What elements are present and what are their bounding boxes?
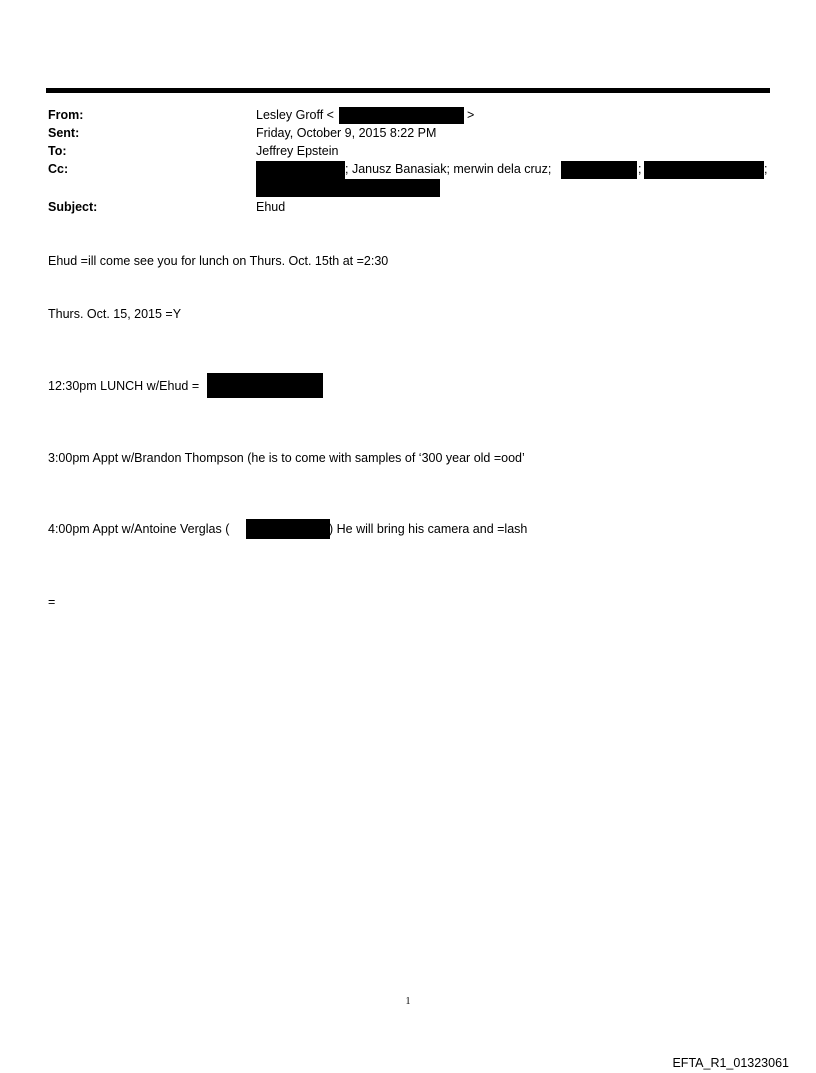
subject-value: Ehud xyxy=(256,200,286,214)
document-id: EFTA_R1_01323061 xyxy=(672,1056,789,1070)
from-close: > xyxy=(467,108,475,122)
to-label: To: xyxy=(48,144,67,158)
body-line-5a: 4:00pm Appt w/Antoine Verglas ( xyxy=(48,522,230,536)
from-value xyxy=(256,108,334,122)
cc-value: ; Janusz Banasiak; merwin dela cruz; xyxy=(345,162,552,176)
redaction-from-email xyxy=(339,107,464,124)
header-rule xyxy=(46,88,770,93)
redaction-lunch xyxy=(207,373,323,398)
cc-sep-2: ; xyxy=(764,162,768,176)
cc-label: Cc: xyxy=(48,162,69,176)
body-line-1: Ehud =ill come see you for lunch on Thurs. Oct. 15th at =2:30 xyxy=(48,254,389,268)
from-name: Lesley Groff < xyxy=(256,108,334,122)
redaction-cc-3 xyxy=(644,161,764,179)
body-line-5b: ) He will bring his camera and =lash xyxy=(329,522,528,536)
sent-label: Sent: xyxy=(48,126,80,140)
page-number: 1 xyxy=(405,996,411,1007)
cc-sep-1: ; xyxy=(638,162,642,176)
redaction-cc-1 xyxy=(256,161,345,179)
sent-value: Friday, October 9, 2015 8:22 PM xyxy=(256,126,437,140)
body-line-3: 12:30pm LUNCH w/Ehud = xyxy=(48,379,200,393)
body-line-4: 3:00pm Appt w/Brandon Thompson (he is to come with samples of ‘300 year old =ood’ xyxy=(48,451,525,465)
redaction-cc-2 xyxy=(561,161,637,179)
redaction-verglas xyxy=(246,519,330,539)
body-line-6: = xyxy=(48,595,56,609)
to-value: Jeffrey Epstein xyxy=(256,144,339,158)
subject-label: Subject: xyxy=(48,200,98,214)
body-line-2: Thurs. Oct. 15, 2015 =Y xyxy=(48,307,182,321)
redaction-cc-4 xyxy=(256,179,440,197)
from-label: From: xyxy=(48,108,84,122)
